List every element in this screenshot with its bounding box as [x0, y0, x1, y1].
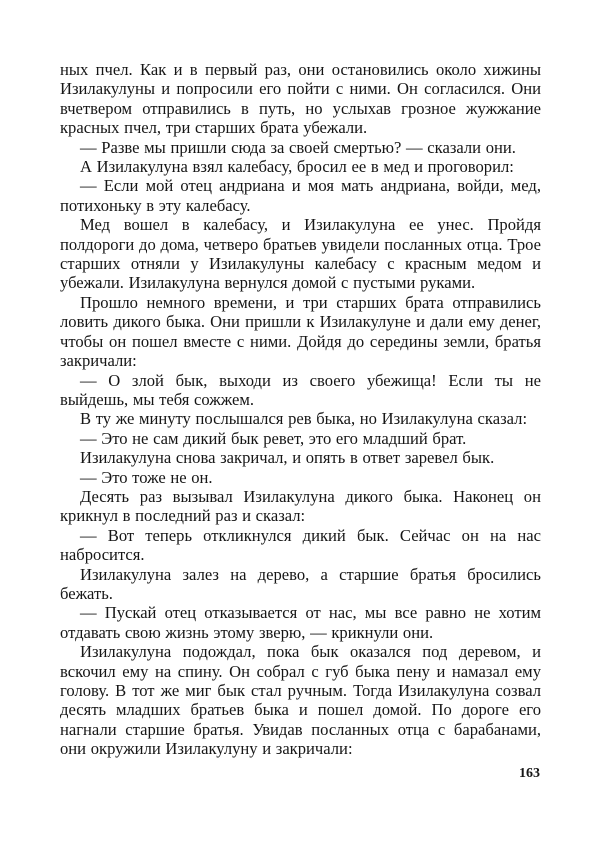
paragraph-14: Изилакулуна залез на дерево, а старшие братья бросились бежать.: [60, 564, 541, 603]
page-number: 163: [519, 766, 540, 781]
paragraph-15: — Пускай отец отказывается от нас, мы все равно не хотим отдавать свою жизнь этому зверю, — крикнули они.: [60, 603, 541, 642]
paragraph-2: — Разве мы пришли сюда за своей смертью? — сказали они.: [80, 137, 516, 157]
paragraph-8: В ту же минуту послышался рев быка, но Изилакулуна сказал:: [80, 409, 528, 429]
paragraph-9: — Это не сам дикий бык ревет, это его младший брат.: [80, 428, 467, 448]
paragraph-4: — Если мой отец андриана и моя мать андриана, войди, мед, потихоньку в эту калебасу.: [60, 176, 541, 215]
paragraph-5: Мед вошел в калебасу, и Изилакулуна ее унес. Пройдя полдороги до дома, четверо братьев увидели посланных отца. Трое старших отняли у Изилакулуны калебасу с красным медом и убежали. Изилакулуна вернулся домой с пустыми руками.: [60, 215, 541, 293]
paragraph-1: ных пчел. Как и в первый раз, они остановились около хижины Изилакулуны и попросили его пойти с ними. Он согласился. Они вчетвером отправились в путь, но услыхав грозное жужжание красных пчел, три старших брата убежали.: [60, 60, 541, 138]
body-text: [60, 60, 541, 759]
paragraph-11: — Это тоже не он.: [80, 467, 213, 487]
paragraph-13: — Вот теперь откликнулся дикий бык. Сейчас он на нас набросится.: [60, 525, 541, 565]
paragraph-6: Прошло немного времени, и три старших брата отправились ловить дикого быка. Они пришли к Изилакулуне и дали ему денег, чтобы он пошел вместе с ними. Дойдя до середины земли, братья закричали:: [60, 292, 541, 371]
paragraph-3: А Изилакулуна взял калебасу, бросил ее в мед и проговорил:: [80, 157, 514, 177]
paragraph-16: Изилакулуна подождал, пока бык оказался под деревом, и вскочил ему на спину. Он собрал с губ быка пену и намазал ему голову. В тот же миг бык стал ручным. Тогда Изилакулуна созвал десять младших братьев быка и пошел домой. По дороге его нагнали старшие братья. Увидав посланных отца с барабанами, они окружили Изилакулуну и закричали:: [60, 642, 541, 759]
paragraph-12: Десять раз вызывал Изилакулуна дикого быка. Наконец он крикнул в последний раз и сказал:: [60, 486, 541, 526]
paragraph-10: Изилакулуна снова закричал, и опять в ответ заревел бык.: [80, 448, 495, 468]
paragraph-7: — О злой бык, выходи из своего убежища! Если ты не выйдешь, мы тебя сожжем.: [60, 370, 541, 409]
